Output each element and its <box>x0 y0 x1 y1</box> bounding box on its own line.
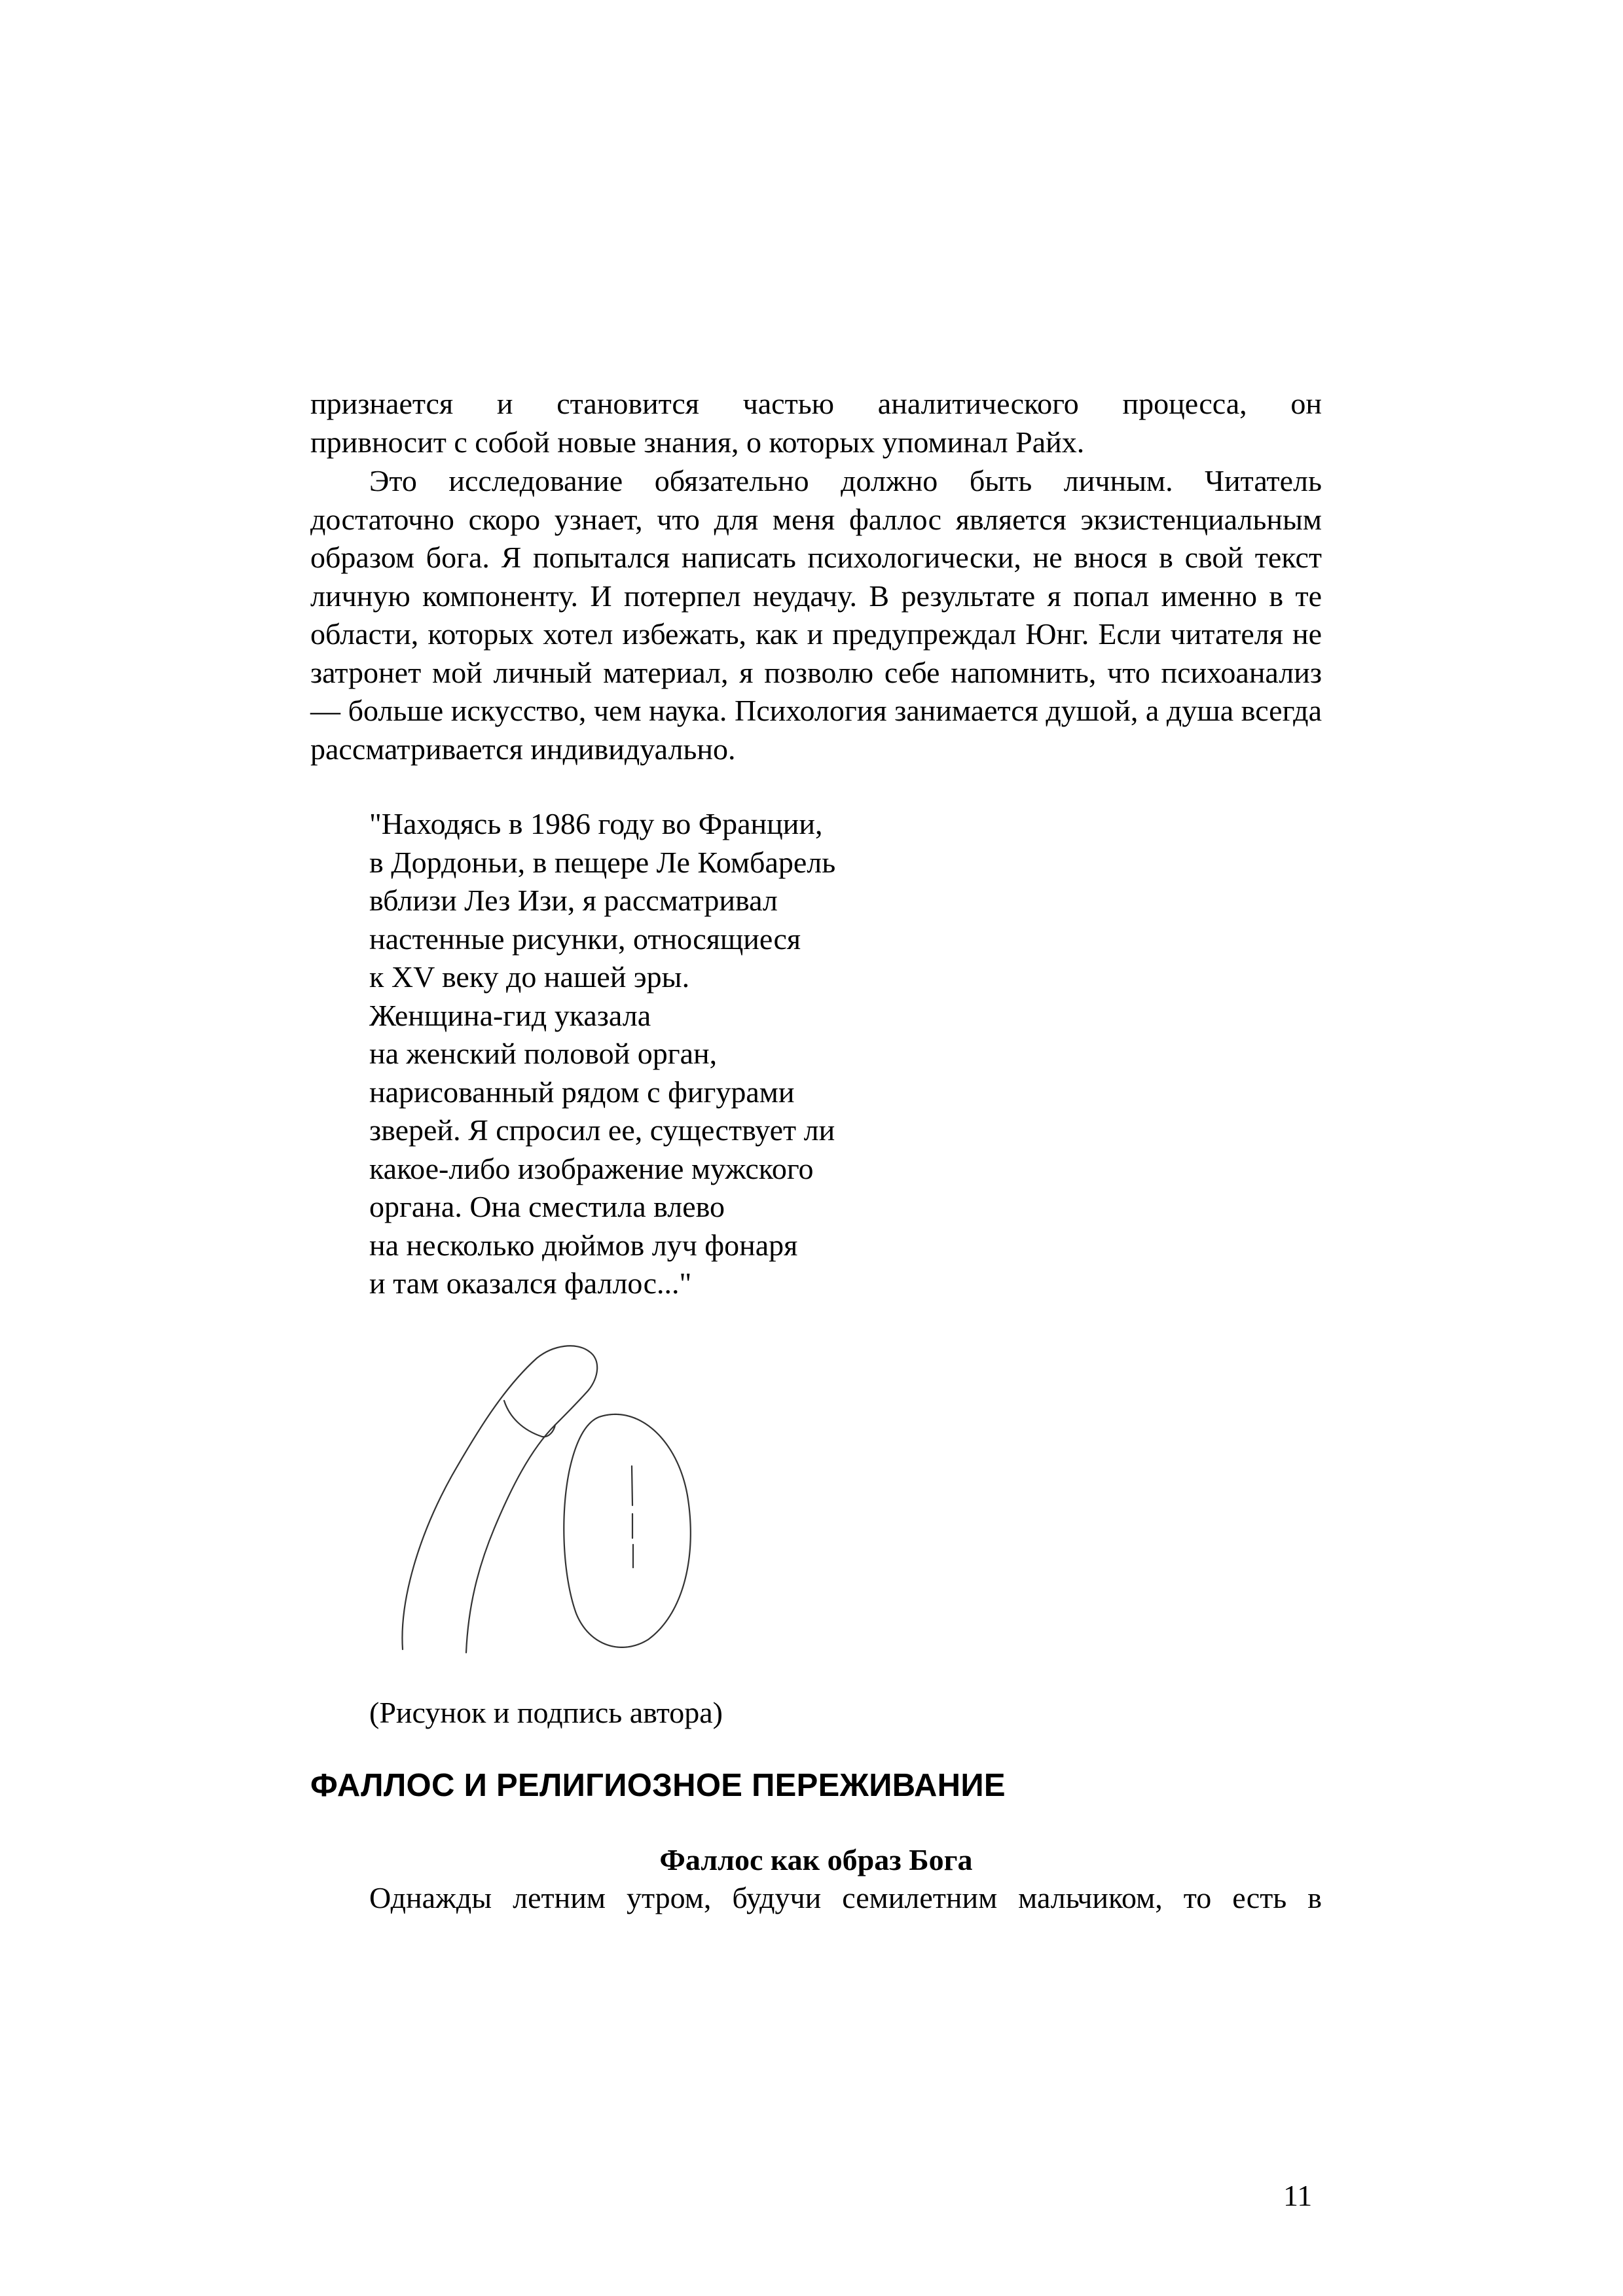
quote-line: органа. Она сместила влево <box>369 1190 725 1223</box>
quote-line: Женщина-гид указала <box>369 998 651 1032</box>
figure-caption: (Рисунок и подпись автора) <box>369 1696 723 1729</box>
phallus-outer-stroke <box>402 1346 589 1649</box>
quote-line: какое-либо изображение мужского <box>369 1151 814 1185</box>
quote-line: настенные рисунки, относящиеся <box>369 922 801 956</box>
paragraph-start: Однажды летним утром, будучи семилетним мальчиком, то есть в <box>369 1881 1322 1914</box>
page-number: 11 <box>1283 2179 1313 2212</box>
phallus-inner-stroke <box>466 1425 555 1653</box>
quote-line: в Дордоньи, в пещере Ле Комбарель <box>369 845 836 879</box>
quote-line: зверей. Я спросил ее, существует ли <box>369 1113 835 1147</box>
quote-line: на несколько дюймов луч фонаря <box>369 1228 798 1262</box>
female-oval-stroke <box>564 1414 691 1647</box>
paragraph-body: Это исследование обязательно должно быть личным. Читатель достаточно скоро узнает, что для меня фаллос является экзистенциальным образом бога. Я попытался написать психологически, не внося в свой текст личную компоненту. И потерпел неудачу. В результате я попал именно в те области, которых хотел избежать, как и предупреждал Юнг. Если читателя не затронет мой личный материал, я позволю себе напомнить, что психоанализ — больше искусство, чем наука. Психология занимается душой, а душа всегда рассматривается индивидуально. <box>310 464 1322 766</box>
author-quote <box>369 805 835 1303</box>
quote-line: вблизи Лез Изи, я рассматривал <box>369 884 778 917</box>
chapter-title: ФАЛЛОС И РЕЛИГИОЗНОЕ ПЕРЕЖИВАНИЕ <box>310 1768 1006 1803</box>
paragraph-line: признается и становится частью аналитического процесса, он <box>310 387 1322 420</box>
quote-line: на женский половой орган, <box>369 1037 718 1070</box>
quote-line: нарисованный рядом с фигурами <box>369 1075 795 1109</box>
phallus-glans-stroke <box>504 1401 555 1437</box>
section-subheading: Фаллос как образ Бога <box>659 1843 973 1876</box>
paragraph-personal-research <box>310 462 1322 768</box>
quote-line: к XV веку до нашей эры. <box>369 960 690 994</box>
quote-line: и там оказался фаллос..." <box>369 1266 692 1300</box>
paragraph-line: привносит с собой новые знания, о которых упоминал Райх. <box>310 425 1085 459</box>
cave-drawing-sketch <box>380 1319 746 1685</box>
paragraph-continuation <box>310 385 1322 461</box>
phallus-tip-stroke <box>555 1352 597 1425</box>
quote-line: "Находясь в 1986 году во Франции, <box>369 807 823 840</box>
female-center-line <box>632 1466 633 1568</box>
